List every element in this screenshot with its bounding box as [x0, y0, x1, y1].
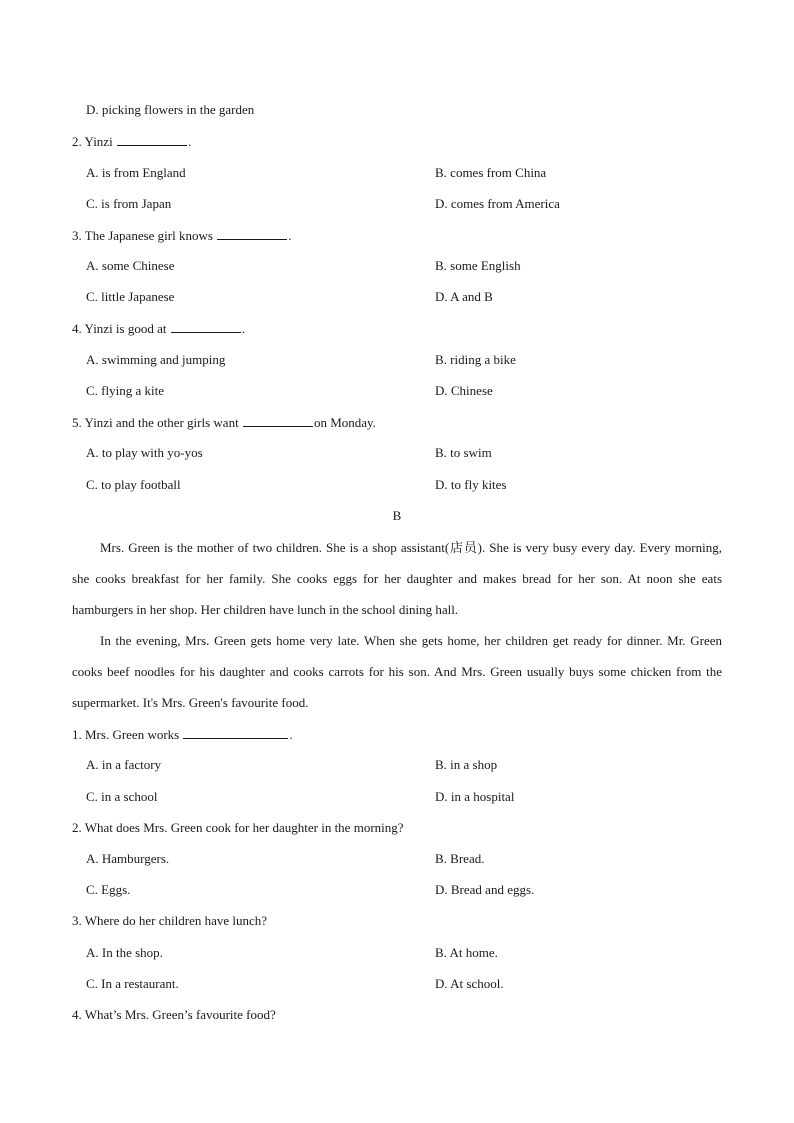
question-a5-option-c[interactable]: C. to play football: [86, 477, 181, 492]
section-b-heading: B: [392, 508, 402, 523]
paragraph-text: In the evening, Mrs. Green gets home very late. When she gets home, her children get ready for dinner. Mr. Green cooks beef noodles for his daughter and cooks carrots for his son. And Mrs. Green usually buys some chicken from the supermarket. It's Mrs. Green's favourite food.: [72, 633, 722, 710]
question-b1-stem: [72, 724, 293, 744]
question-b3-option-c[interactable]: C. In a restaurant.: [86, 976, 179, 991]
question-a5-option-b[interactable]: B. to swim: [435, 445, 492, 460]
stem-text: .: [241, 321, 245, 336]
passage-paragraph-1: [72, 532, 722, 625]
question-a4-stem: [72, 318, 245, 338]
question-a2-option-c[interactable]: C. is from Japan: [86, 196, 172, 211]
stem-text: on Monday.: [313, 415, 376, 430]
question-b1-option-c[interactable]: C. in a school: [86, 789, 158, 804]
question-a4-option-c[interactable]: C. flying a kite: [86, 383, 164, 398]
question-a5-option-a[interactable]: A. to play with yo-yos: [86, 445, 203, 460]
stem-text: 1. Mrs. Green works: [72, 727, 183, 742]
stem-text: 3. The Japanese girl knows: [72, 228, 217, 243]
question-a3-stem: [72, 225, 291, 245]
question-a3-option-d[interactable]: D. A and B: [435, 289, 493, 304]
question-a4-option-b[interactable]: B. riding a bike: [435, 352, 516, 367]
question-b3-option-b[interactable]: B. At home.: [435, 945, 498, 960]
question-b2-option-b[interactable]: B. Bread.: [435, 851, 485, 866]
question-b2-option-c[interactable]: C. Eggs.: [86, 882, 131, 897]
question-b2-option-d[interactable]: D. Bread and eggs.: [435, 882, 535, 897]
answer-blank[interactable]: [243, 412, 313, 427]
question-a2-option-d[interactable]: D. comes from America: [435, 196, 560, 211]
question-a5-stem: [72, 412, 376, 432]
answer-blank[interactable]: [117, 131, 187, 146]
question-b2-option-a[interactable]: A. Hamburgers.: [86, 851, 170, 866]
question-a4-option-d[interactable]: D. Chinese: [435, 383, 493, 398]
stem-text: 5. Yinzi and the other girls want: [72, 415, 242, 430]
stem-text: .: [288, 228, 292, 243]
question-b2-stem: 2. What does Mrs. Green cook for her daughter in the morning?: [72, 820, 404, 835]
answer-blank[interactable]: [217, 225, 287, 240]
question-a4-option-a[interactable]: A. swimming and jumping: [86, 352, 226, 367]
question-a3-option-c[interactable]: C. little Japanese: [86, 289, 175, 304]
question-b3-stem: 3. Where do her children have lunch?: [72, 913, 268, 928]
stem-text: 2. Yinzi: [72, 134, 116, 149]
question-a2-option-a[interactable]: A. is from England: [86, 165, 186, 180]
question-a2-option-b[interactable]: B. comes from China: [435, 165, 547, 180]
question-a3-option-a[interactable]: A. some Chinese: [86, 258, 175, 273]
question-b1-option-a[interactable]: A. in a factory: [86, 757, 162, 772]
passage-paragraph-2: [72, 625, 722, 718]
question-a5-option-d[interactable]: D. to fly kites: [435, 477, 507, 492]
question-1-option-d: D. picking flowers in the garden: [86, 102, 255, 117]
question-b3-option-d[interactable]: D. At school.: [435, 976, 504, 991]
stem-text: 4. Yinzi is good at: [72, 321, 170, 336]
answer-blank[interactable]: [171, 318, 241, 333]
question-a2-stem: [72, 131, 191, 151]
question-b1-option-b[interactable]: B. in a shop: [435, 757, 498, 772]
question-b3-option-a[interactable]: A. In the shop.: [86, 945, 163, 960]
answer-blank[interactable]: [183, 724, 288, 739]
question-b4-stem: 4. What’s Mrs. Green’s favourite food?: [72, 1007, 276, 1022]
paragraph-text: Mrs. Green is the mother of two children. She is a shop assistant(店员). She is very busy every day. Every morning, she cooks breakfast for her family. She cooks eggs for her daughter and makes bread for her son. At noon she eats hamburgers in her shop. Her children have lunch in the school dining hall.: [72, 540, 722, 617]
question-b1-option-d[interactable]: D. in a hospital: [435, 789, 515, 804]
stem-text: .: [187, 134, 192, 149]
stem-text: .: [289, 727, 293, 742]
question-a3-option-b[interactable]: B. some English: [435, 258, 521, 273]
